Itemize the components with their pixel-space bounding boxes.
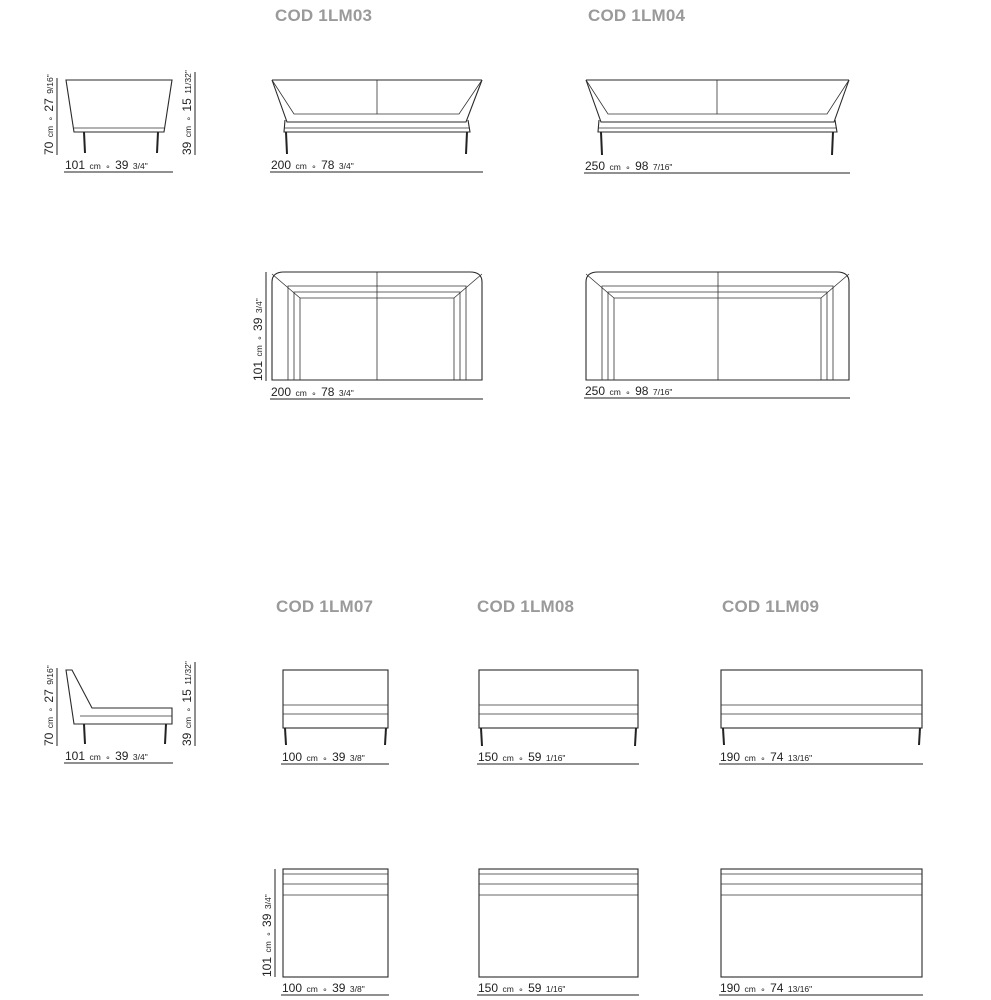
dim-width-side-top bbox=[64, 156, 173, 173]
dim-depth-1lm07-plan bbox=[258, 869, 275, 977]
svg-text:39 cm ∘ 15 11/32": 39 cm ∘ 15 11/32" bbox=[180, 661, 194, 746]
svg-text:101 cm ∘ 39 3/4": 101 cm ∘ 39 3/4" bbox=[260, 894, 274, 977]
svg-text:101 cm ∘ 39 3/4": 101 cm ∘ 39 3/4" bbox=[251, 298, 265, 381]
dim-height-side-top bbox=[40, 74, 57, 155]
product-code-1lm08: COD 1LM08 bbox=[477, 597, 575, 616]
svg-text:101 cm ∘ 39 3/4": 101 cm ∘ 39 3/4" bbox=[65, 158, 148, 172]
dim-width-side-bottom bbox=[64, 747, 173, 764]
dim-seat-height-side-top bbox=[178, 70, 195, 155]
dim-width-1lm07-front bbox=[281, 748, 389, 765]
svg-text:101 cm ∘ 39 3/4": 101 cm ∘ 39 3/4" bbox=[65, 749, 148, 763]
svg-text:190 cm ∘ 74 13/16": 190 cm ∘ 74 13/16" bbox=[720, 981, 813, 995]
plan-view-1lm04 bbox=[586, 272, 849, 380]
svg-text:150 cm ∘ 59 1/16": 150 cm ∘ 59 1/16" bbox=[478, 981, 566, 995]
svg-text:100 cm ∘ 39 3/8": 100 cm ∘ 39 3/8" bbox=[282, 981, 365, 995]
plan-view-1lm07 bbox=[283, 869, 388, 977]
product-code-1lm09: COD 1LM09 bbox=[722, 597, 820, 616]
svg-text:100 cm ∘ 39 3/8": 100 cm ∘ 39 3/8" bbox=[282, 750, 365, 764]
front-view-1lm03 bbox=[272, 80, 482, 154]
dim-width-1lm09-plan bbox=[719, 979, 923, 996]
svg-text:70 cm ∘ 27 9/16": 70 cm ∘ 27 9/16" bbox=[42, 74, 56, 155]
dim-height-side-bottom bbox=[40, 665, 57, 746]
svg-text:200 cm ∘ 78 3/4": 200 cm ∘ 78 3/4" bbox=[271, 158, 354, 172]
front-view-1lm04 bbox=[586, 80, 849, 155]
front-view-1lm07 bbox=[283, 670, 388, 745]
product-code-1lm07: COD 1LM07 bbox=[276, 597, 374, 616]
svg-text:250 cm ∘ 98 7/16": 250 cm ∘ 98 7/16" bbox=[585, 159, 673, 173]
dim-width-1lm04-plan bbox=[584, 382, 850, 399]
dim-width-1lm07-plan bbox=[281, 979, 389, 996]
front-view-1lm08 bbox=[479, 670, 638, 746]
plan-view-1lm08 bbox=[479, 869, 638, 977]
svg-text:200 cm ∘ 78 3/4": 200 cm ∘ 78 3/4" bbox=[271, 385, 354, 399]
side-view-bottom bbox=[66, 670, 172, 744]
plan-view-1lm03 bbox=[272, 272, 482, 380]
svg-text:150 cm ∘ 59 1/16": 150 cm ∘ 59 1/16" bbox=[478, 750, 566, 764]
dim-depth-1lm03-plan bbox=[249, 272, 266, 381]
product-code-1lm04: COD 1LM04 bbox=[588, 6, 686, 25]
front-view-1lm09 bbox=[721, 670, 922, 745]
svg-text:250 cm ∘ 98 7/16": 250 cm ∘ 98 7/16" bbox=[585, 384, 673, 398]
side-view-top bbox=[66, 80, 172, 153]
dim-width-1lm04-front bbox=[584, 157, 850, 174]
svg-text:190 cm ∘ 74 13/16": 190 cm ∘ 74 13/16" bbox=[720, 750, 813, 764]
product-code-1lm03: COD 1LM03 bbox=[275, 6, 373, 25]
plan-view-1lm09 bbox=[721, 869, 922, 977]
dim-width-1lm09-front bbox=[719, 748, 923, 765]
dim-width-1lm03-front bbox=[270, 156, 483, 173]
svg-text:70 cm ∘ 27 9/16": 70 cm ∘ 27 9/16" bbox=[42, 665, 56, 746]
svg-text:39 cm ∘ 15 11/32": 39 cm ∘ 15 11/32" bbox=[180, 70, 194, 155]
dim-width-1lm08-front bbox=[477, 748, 639, 765]
dim-seat-height-side-bottom bbox=[178, 661, 195, 746]
dim-width-1lm03-plan bbox=[270, 383, 483, 400]
dim-width-1lm08-plan bbox=[477, 979, 639, 996]
